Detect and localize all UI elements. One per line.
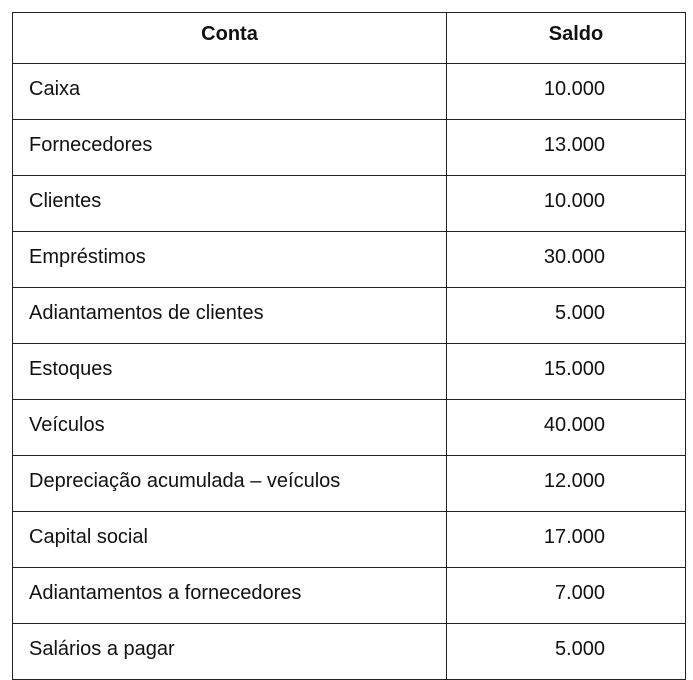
table-row <box>13 344 686 400</box>
row-conta-cell: Caixa <box>13 64 447 120</box>
row-saldo-cell: 30.000 <box>447 232 686 288</box>
row-saldo-cell: 5.000 <box>447 288 686 344</box>
row-conta-cell: Estoques <box>13 344 447 400</box>
table-row <box>13 400 686 456</box>
row-saldo-cell: 5.000 <box>447 624 686 680</box>
table-row <box>13 176 686 232</box>
row-conta-cell: Fornecedores <box>13 120 447 176</box>
table-header <box>13 13 686 64</box>
account-balance-table-container <box>12 12 686 680</box>
row-conta-cell: Capital social <box>13 512 447 568</box>
row-saldo-cell: 10.000 <box>447 176 686 232</box>
row-conta-cell: Clientes <box>13 176 447 232</box>
table-body <box>13 64 686 680</box>
row-conta-cell: Empréstimos <box>13 232 447 288</box>
row-saldo-cell: 17.000 <box>447 512 686 568</box>
row-conta-cell: Veículos <box>13 400 447 456</box>
table-row <box>13 64 686 120</box>
table-row <box>13 456 686 512</box>
header-conta: Conta <box>13 13 447 64</box>
row-conta-cell: Adiantamentos a fornecedores <box>13 568 447 624</box>
row-saldo-cell: 12.000 <box>447 456 686 512</box>
row-saldo-cell: 15.000 <box>447 344 686 400</box>
row-saldo-cell: 13.000 <box>447 120 686 176</box>
table-row <box>13 568 686 624</box>
row-conta-cell: Adiantamentos de clientes <box>13 288 447 344</box>
row-conta-cell: Salários a pagar <box>13 624 447 680</box>
table-row <box>13 120 686 176</box>
header-saldo: Saldo <box>447 13 686 64</box>
row-conta-cell: Depreciação acumulada – veículos <box>13 456 447 512</box>
table-row <box>13 288 686 344</box>
header-row <box>13 13 686 64</box>
table-row <box>13 624 686 680</box>
row-saldo-cell: 40.000 <box>447 400 686 456</box>
table-row <box>13 512 686 568</box>
table-row <box>13 232 686 288</box>
account-balance-table <box>12 12 686 680</box>
row-saldo-cell: 7.000 <box>447 568 686 624</box>
row-saldo-cell: 10.000 <box>447 64 686 120</box>
